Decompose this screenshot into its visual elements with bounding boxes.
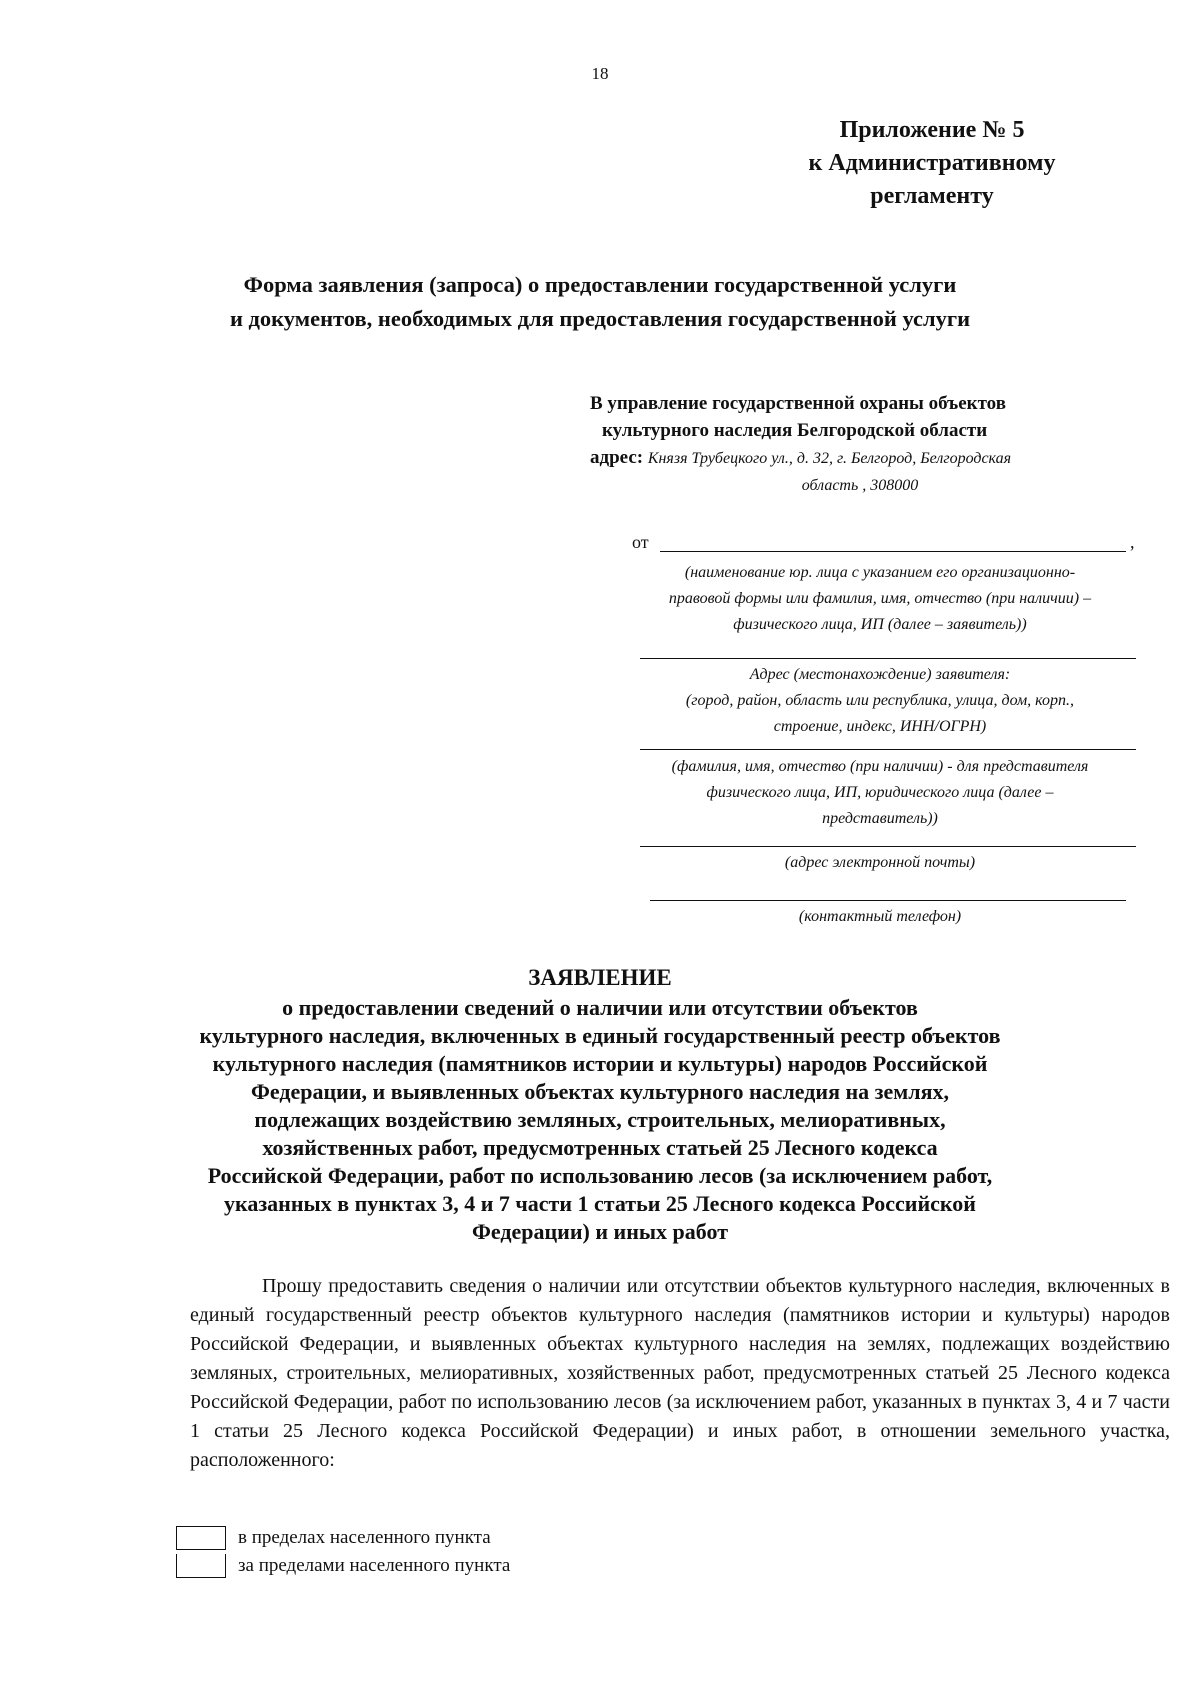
option-label: в пределах населенного пункта xyxy=(238,1527,491,1548)
representative-note-line-3: представитель)) xyxy=(822,810,938,827)
phone-note: (контактный телефон) xyxy=(798,908,962,925)
representative-field[interactable] xyxy=(640,749,1136,750)
inside-settlement-checkbox[interactable] xyxy=(176,1526,226,1550)
statement-line: хозяйственных работ, предусмотренных статьей 25 Лесного кодекса xyxy=(262,1135,938,1160)
address-note-line-3: строение, индекс, ИНН/ОГРН) xyxy=(773,718,987,735)
appendix-line-3: регламенту xyxy=(870,183,994,209)
request-paragraph: Прошу предоставить сведения о наличии или отсутствии объектов культурного наследия, включенных в единый государственный реестр объектов культурного наследия (памятников истории и культуры) народов Российской Федерации, и выявленных объектах культурного наследия на землях, подлежащих воздействию земляных, строительных, мелиоративных, хозяйственных работ, предусмотренных статьей 25 Лесного кодекса Российской Федерации, работ по использованию лесов (за исключением работ, указанных в пунктах 3, 4 и 7 части 1 статьи 25 Лесного кодекса Российской Федерации) и иных работ, в отношении земельного участка, расположенного: xyxy=(190,1275,1170,1471)
address-label: адрес: xyxy=(590,447,644,468)
statement-line: Российской Федерации, работ по использованию лесов (за исключением работ, xyxy=(207,1163,993,1188)
address-note-line-2: (город, район, область или республика, улица, дом, корп., xyxy=(685,692,1075,709)
statement-title xyxy=(100,962,1100,1246)
statement-line: культурного наследия (памятников истории и культуры) народов Российской xyxy=(212,1051,988,1076)
recipient-block xyxy=(590,390,1150,499)
address-continuation: область , 308000 xyxy=(801,477,919,494)
address-note-line-1: Адрес (местонахождение) заявителя: xyxy=(749,666,1011,683)
appendix-line-1: Приложение № 5 xyxy=(839,117,1025,143)
recipient-line-1: В управление государственной охраны объектов xyxy=(590,393,1006,414)
applicant-note-line-3: физического лица, ИП (далее – заявитель)) xyxy=(733,616,1027,633)
email-field[interactable] xyxy=(640,846,1136,847)
appendix-line-2: к Административному xyxy=(808,150,1056,176)
statement-line: Федерации, и выявленных объектах культурного наследия на землях, xyxy=(251,1079,949,1104)
option-label: за пределами населенного пункта xyxy=(238,1555,511,1576)
from-comma: , xyxy=(1130,532,1135,552)
applicant-note-line-2: правовой формы или фамилия, имя, отчество (при наличии) – xyxy=(668,590,1092,607)
form-title-line-1: Форма заявления (запроса) о предоставлении государственной услуги xyxy=(243,272,957,297)
statement-line: Федерации) и иных работ xyxy=(471,1219,729,1244)
applicant-note xyxy=(600,560,1160,638)
email-note: (адрес электронной почты) xyxy=(784,854,976,871)
address-value: Князя Трубецкого ул., д. 32, г. Белгород, Белгородская xyxy=(647,450,1012,467)
form-title xyxy=(100,268,1100,336)
address-note xyxy=(600,662,1160,740)
form-title-line-2: и документов, необходимых для предоставления государственной услуги xyxy=(229,306,971,331)
page-number: 18 xyxy=(591,64,609,83)
option-inside-settlement xyxy=(176,1524,510,1552)
phone-field[interactable] xyxy=(650,900,1126,901)
statement-line: указанных в пунктах 3, 4 и 7 части 1 статьи 25 Лесного кодекса Российской xyxy=(224,1191,976,1216)
applicant-address-field[interactable] xyxy=(640,658,1136,659)
representative-note-line-2: физического лица, ИП, юридического лица (далее – xyxy=(706,784,1054,801)
applicant-name-field[interactable] xyxy=(660,551,1126,552)
from-label: от xyxy=(632,532,649,552)
statement-heading: ЗАЯВЛЕНИЕ xyxy=(528,965,672,990)
representative-note xyxy=(600,754,1160,832)
appendix-header xyxy=(772,114,1092,213)
statement-line: подлежащих воздействию земляных, строительных, мелиоративных, xyxy=(254,1107,946,1132)
statement-line: культурного наследия, включенных в единый государственный реестр объектов xyxy=(199,1023,1001,1048)
applicant-note-line-1: (наименование юр. лица с указанием его организационно- xyxy=(684,564,1076,581)
recipient-address xyxy=(590,444,1150,472)
location-options xyxy=(176,1524,510,1580)
outside-settlement-checkbox[interactable] xyxy=(176,1554,226,1578)
request-body xyxy=(190,1272,1170,1475)
option-outside-settlement xyxy=(176,1552,510,1580)
statement-line: о предоставлении сведений о наличии или отсутствии объектов xyxy=(282,995,918,1020)
recipient-line-2: культурного наследия Белгородской области xyxy=(602,420,988,441)
representative-note-line-1: (фамилия, имя, отчество (при наличии) - для представителя xyxy=(671,758,1089,775)
